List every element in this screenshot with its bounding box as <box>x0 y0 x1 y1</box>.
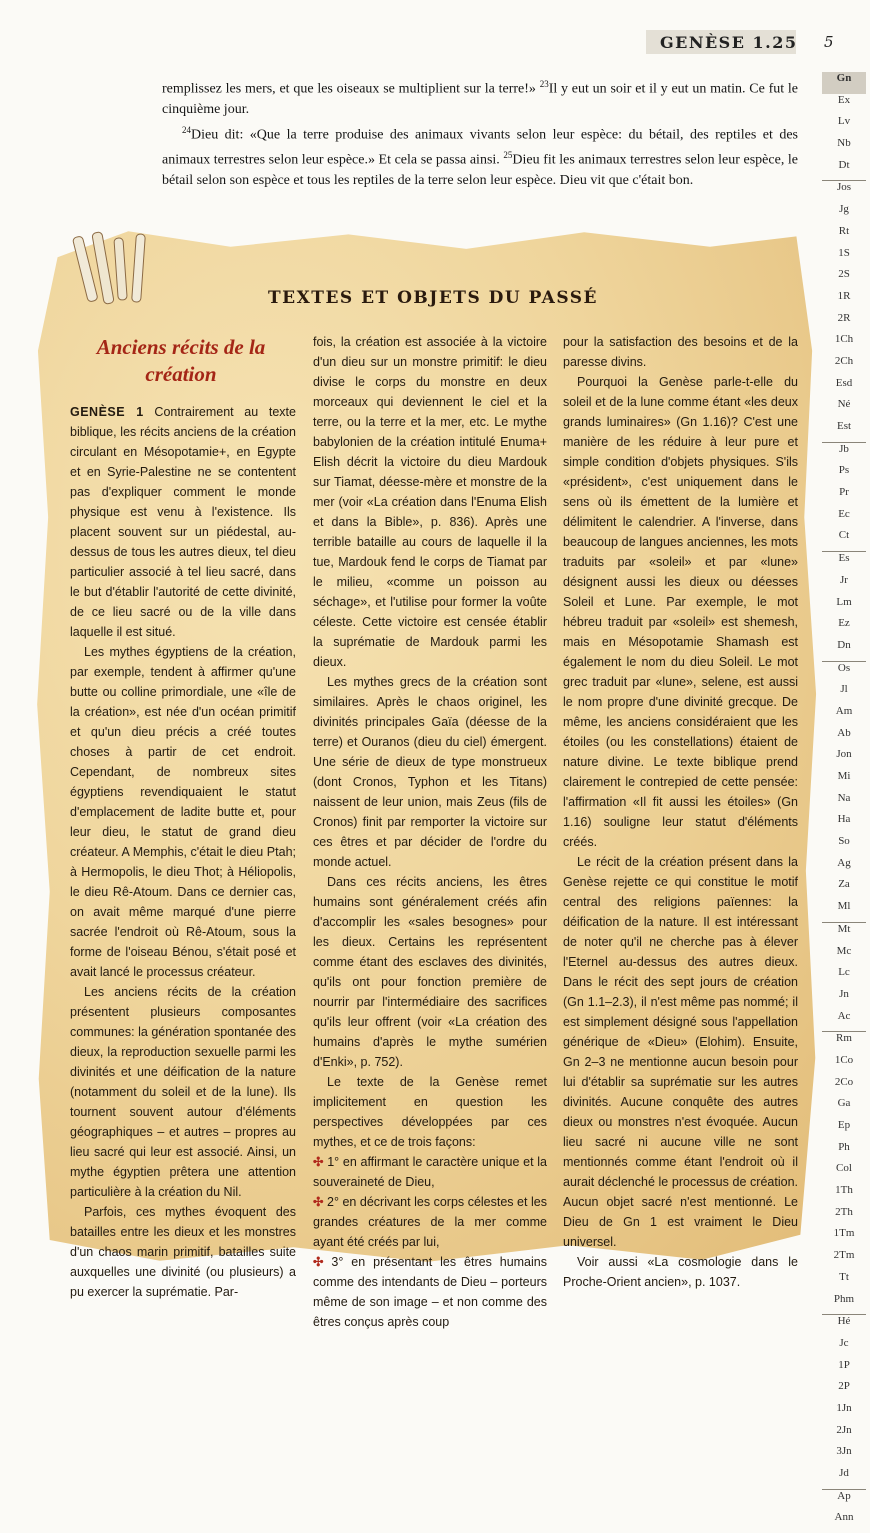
tab-book-pr[interactable]: Pr <box>839 486 849 499</box>
bullet-icon: ✣ <box>313 1255 324 1269</box>
tab-book-3jn[interactable]: 3Jn <box>836 1445 852 1458</box>
list-item: 1° en affirmant le caractère unique et la souveraineté de Dieu, <box>313 1155 547 1189</box>
tab-book-ac[interactable]: Ac <box>822 1010 866 1033</box>
scripture-text <box>162 74 798 191</box>
tab-book-2p[interactable]: 2P <box>838 1380 850 1393</box>
tab-book-jl[interactable]: Jl <box>840 683 848 696</box>
tab-book-mt[interactable]: Mt <box>837 922 851 935</box>
tab-book-1th[interactable]: 1Th <box>835 1184 853 1197</box>
tab-book-1tm[interactable]: 1Tm <box>833 1227 855 1240</box>
tab-book-jc[interactable]: Jc <box>839 1336 849 1349</box>
panel-heading: TEXTES ET OBJETS DU PASSÉ <box>268 288 599 308</box>
tab-book-esd[interactable]: Esd <box>835 376 853 389</box>
paragraph: Contrairement au texte biblique, les récits anciens de la création circulant en Mésopotamie+, en Egypte et en Syrie-Palestine ne se contentent pas d'expliquer comment le monde physique est venu à l'existence. Ils placent souvent sur un piédestal, au-dessus de tous les autres dieux, tel dieu particulier associé à tel lieu sacré, dans le but d'établir l'autorité de cette divinité, de ce lieu sacré ou de la ville dans laquelle il est situé. <box>70 405 296 639</box>
tab-book-jos[interactable]: Jos <box>836 181 852 194</box>
tab-book-1jn[interactable]: 1Jn <box>836 1401 852 1414</box>
tab-book-ab[interactable]: Ab <box>837 726 851 739</box>
scrolls-icon <box>72 228 162 318</box>
tab-book-1ch[interactable]: 1Ch <box>834 333 854 346</box>
tab-book-1co[interactable]: 1Co <box>834 1053 854 1066</box>
tab-book-jg[interactable]: Jg <box>839 203 849 216</box>
tab-book-es[interactable]: Es <box>838 552 850 565</box>
tab-book-jr[interactable]: Jr <box>840 573 848 586</box>
tab-book-jon[interactable]: Jon <box>836 748 852 761</box>
paragraph: pour la satisfaction des besoins et de la paresse divins. <box>563 335 798 369</box>
verse-number: 23 <box>539 79 549 89</box>
tab-book-ap[interactable]: Ap <box>837 1489 851 1502</box>
tab-book-2s[interactable]: 2S <box>838 268 850 281</box>
header-title: GENÈSE 1.25 <box>660 33 798 52</box>
tab-book-ml[interactable]: Ml <box>822 900 866 923</box>
section-reference: GENÈSE 1 <box>70 405 144 419</box>
tab-book-2jn[interactable]: 2Jn <box>836 1423 852 1436</box>
tab-book-lm[interactable]: Lm <box>836 595 852 608</box>
verse-number: 25 <box>503 150 513 161</box>
page-number: 5 <box>824 33 834 51</box>
tab-book-am[interactable]: Am <box>835 704 853 717</box>
tab-book-jn[interactable]: Jn <box>839 987 849 1000</box>
tab-book-so[interactable]: So <box>838 835 850 848</box>
list-item: 2° en décrivant les corps célestes et les grandes créatures de la mer comme ayant été créés par lui, <box>313 1195 547 1249</box>
tab-book-hé[interactable]: Hé <box>837 1315 851 1328</box>
tab-book-nb[interactable]: Nb <box>837 137 851 150</box>
tab-book-né[interactable]: Né <box>837 398 851 411</box>
column-3 <box>563 332 798 1292</box>
tab-book-jb[interactable]: Jb <box>839 442 849 455</box>
tab-book-tt[interactable]: Tt <box>839 1270 849 1283</box>
tab-book-est[interactable]: Est <box>822 420 866 443</box>
tab-book-lv[interactable]: Lv <box>837 115 851 128</box>
paragraph: fois, la création est associée à la victoire d'un dieu sur un monstre primitif: le dieu divise le corps du monstre en deux morceaux qui deviennent le ciel et la terre, ou la terre et la mer, etc. Le mythe babylonien de la création intitulé Enuma+ Elish décrit la victoire du dieu Mardouk sur Tiamat, déesse-mère et monstre de la mer (voir «La création dans l'Enuma Elish et dans la Bible», p. 836). Après une terrible bataille au cours de laquelle il la tue, Mardouk fend le corps de Tiamat par le milieu, «comme un poisson au séchage», et l'utilise pour former la voûte céleste. Cette victoire est censée établir la suprématie de Mardouk parmi les dieux. <box>313 335 547 669</box>
tab-book-2co[interactable]: 2Co <box>834 1075 854 1088</box>
column-2 <box>313 332 547 1332</box>
tab-book-ep[interactable]: Ep <box>837 1119 851 1131</box>
column-1 <box>70 402 296 1302</box>
paragraph: Le récit de la création présent dans la Genèse rejette ce qui constitue le motif central des religions païennes: la déification de la nature. Il est intéressant de noter qu'il ne cherche pas à élever l'Eternel au-dessus des autres dieux. Dans le récit des sept jours de création (Gn 1.1–2.3), il n'est même pas nommé; il est simplement désigné sous l'appellation générique de «Dieu» (Elohim). Ensuite, Gn 2–3 ne mentionne aucun besoin pour lui d'établir sa suprématie sur les autres divinités. Aucune conquête des autres dieux ou monstres n'est évoquée. Aucun lieu sacré ni aucune ville ne sont mentionnés comme étant l'endroit où il aurait déclenché le processus de création. Aucun objet sacré n'est mentionné. Le Dieu de Gn 1 est vraiment le Dieu universel. <box>563 855 798 1249</box>
tab-book-2th[interactable]: 2Th <box>835 1205 853 1218</box>
running-header <box>0 30 870 54</box>
tab-book-1s[interactable]: 1S <box>838 246 850 259</box>
tab-book-ph[interactable]: Ph <box>838 1140 850 1153</box>
tab-book-ps[interactable]: Ps <box>838 464 850 477</box>
tab-book-gn[interactable]: Gn <box>822 72 866 94</box>
tab-book-rt[interactable]: Rt <box>838 224 850 237</box>
tab-book-dn[interactable]: Dn <box>822 639 866 662</box>
paragraph: Voir aussi «La cosmologie dans le Proche-Orient ancien», p. 1037. <box>563 1255 798 1289</box>
scripture-line-2b: Dieu fit les animaux terrestres selon leur espèce, le bétail selon son espèce et tous les reptiles de la terre selon leur espèce. Dieu vit que c'était bon. <box>162 152 798 188</box>
scripture-line-2: Dieu dit: «Que la terre produise des animaux vivants selon leur espèce: du bétail, des reptiles et des animaux terrestres selon leur espèce.» Et cela se passa ainsi. <box>162 127 798 168</box>
tab-book-2r[interactable]: 2R <box>837 311 851 324</box>
tab-book-ct[interactable]: Ct <box>822 529 866 552</box>
tab-book-1r[interactable]: 1R <box>837 289 851 302</box>
book-index-tabs <box>822 72 866 1533</box>
tab-book-2ch[interactable]: 2Ch <box>834 354 854 367</box>
scripture-line-1b: Il y eut un soir et il y eut un matin. Ce fut le cinquième jour. <box>162 81 799 117</box>
tab-book-ha[interactable]: Ha <box>837 813 851 826</box>
tab-book-col[interactable]: Col <box>836 1162 852 1175</box>
tab-book-rm[interactable]: Rm <box>836 1032 852 1045</box>
paragraph: Parfois, ces mythes évoquent des batailles entre les dieux et les monstres d'un chaos marin primitif, batailles suite auxquelles une divinité (ou plusieurs) a pu exercer la suprématie. Par- <box>70 1205 296 1299</box>
tab-book-ex[interactable]: Ex <box>837 93 851 106</box>
bullet-icon: ✣ <box>313 1155 324 1169</box>
tab-book-na[interactable]: Na <box>837 791 851 804</box>
paragraph: Les mythes égyptiens de la création, par exemple, tendent à affirmer qu'une butte ou colline primordiale, une «île de la création», est née d'un océan primitif et qu'un dieu précis a créé toutes choses à partir de cet endroit. Cependant, de nombreux sites égyptiens revendiquaient le statut d'emplacement de ladite butte et, pour leur dieu, le statut de grand dieu créateur. A Memphis, c'était le dieu Ptah; à Hermopolis, le dieu Thot; à Héliopolis, le dieu Rê-Atoum. Dans ce dernier cas, on avait même marqué d'une pierre sacrée l'endroit où Rê-Atoum, sous la forme de l'oiseau Bénou, s'était posé et avait lancé le processus créateur. <box>70 645 296 979</box>
bullet-icon: ✣ <box>313 1195 324 1209</box>
tab-book-ann[interactable]: Ann <box>834 1511 854 1524</box>
tab-book-mc[interactable]: Mc <box>836 944 852 957</box>
paragraph: Les anciens récits de la création présentent plusieurs composantes communes: la génération spontanée des dieux, la reproduction sexuelle parmi les divinités et une déification de la nature (notamment du soleil et de la lune). Ils tournent souvent autour d'éléments géographiques – et autres – propres au lieu sacré qui leur est associé. Ainsi, un mythe égyptien prêtera une attention particulière à la création du Nil. <box>70 985 296 1199</box>
tab-book-ez[interactable]: Ez <box>838 617 850 630</box>
tab-book-lc[interactable]: Lc <box>838 966 850 979</box>
paragraph: Dans ces récits anciens, les êtres humains sont généralement créés afin d'accomplir les «sales besognes» pour les dieux. Certains les représentent comme étant des esclaves des divinités, qu'ils ont pour fonction première de nourrir par l'intermédiaire des sacrifices qu'ils leur offrent (voir «La création des humains d'après le mythe sumérien d'Enki», p. 752). <box>313 875 547 1069</box>
tab-book-phm[interactable]: Phm <box>822 1293 866 1316</box>
tab-book-mi[interactable]: Mi <box>837 770 851 782</box>
tab-book-2tm[interactable]: 2Tm <box>833 1249 855 1262</box>
list-item: 3° en présentant les êtres humains comme des intendants de Dieu – porteurs même de son image – et non comme des êtres conçus après coup <box>313 1255 547 1329</box>
tab-book-ga[interactable]: Ga <box>837 1097 851 1110</box>
paragraph: Pourquoi la Genèse parle-t-elle du soleil et de la lune comme étant «les deux grands luminaires» (Gn 1.16)? C'est une manière de les réduire à leur pure et simple condition d'objets physiques. S'ils «président», c'est uniquement dans le sens où ils émettent de la lumière et délimitent le calendrier. A l'inverse, dans beaucoup de langues anciennes, les mots traduits par «soleil» et par «lune» désignent aussi les dieux ou déesses Soleil et Lune. Par exemple, le mot hébreu traduit par «soleil» est shemesh, mais en Mésopotamie Shamash est également le nom du dieu Soleil. Le mot grec traduit par «lune», selene, est aussi le nom propre d'une divinité grecque. De même, les anciens considéraient que les étoiles (ou les constellations) étaient de nature divine. Le texte biblique prend clairement le contrepied de cette pensée: l'affirmation «Il fit aussi les étoiles» (Gn 1.16) souligne leur statut d'éléments créés. <box>563 375 798 849</box>
tab-book-jd[interactable]: Jd <box>822 1467 866 1490</box>
tab-book-os[interactable]: Os <box>837 661 851 674</box>
tab-book-dt[interactable]: Dt <box>822 159 866 182</box>
paragraph: Le texte de la Genèse remet implicitement en question les perspectives développées par ces mythes, et ce de trois façons: <box>313 1075 547 1149</box>
scripture-line-1: remplissez les mers, et que les oiseaux se multiplient sur la terre!» <box>162 81 536 97</box>
verse-number: 24 <box>182 124 191 135</box>
paragraph: Les mythes grecs de la création sont similaires. Après le chaos originel, les divinités principales Gaïa (déesse de la terre) et Ouranos (dieu du ciel) émergent. Une série de dieux de type monstrueux (dont Cronos, Typhon et les Titans) naissent de leur union, mais Zeus (fils de Cronos) finit par remporter la victoire sur ces êtres et par décider de l'ordre du monde actuel. <box>313 675 547 869</box>
tab-book-za[interactable]: Za <box>838 878 850 891</box>
tab-book-ec[interactable]: Ec <box>838 507 850 520</box>
tab-book-ag[interactable]: Ag <box>837 856 851 869</box>
tab-book-1p[interactable]: 1P <box>838 1358 850 1371</box>
panel-subtitle: Anciens récits de la création <box>96 335 266 386</box>
